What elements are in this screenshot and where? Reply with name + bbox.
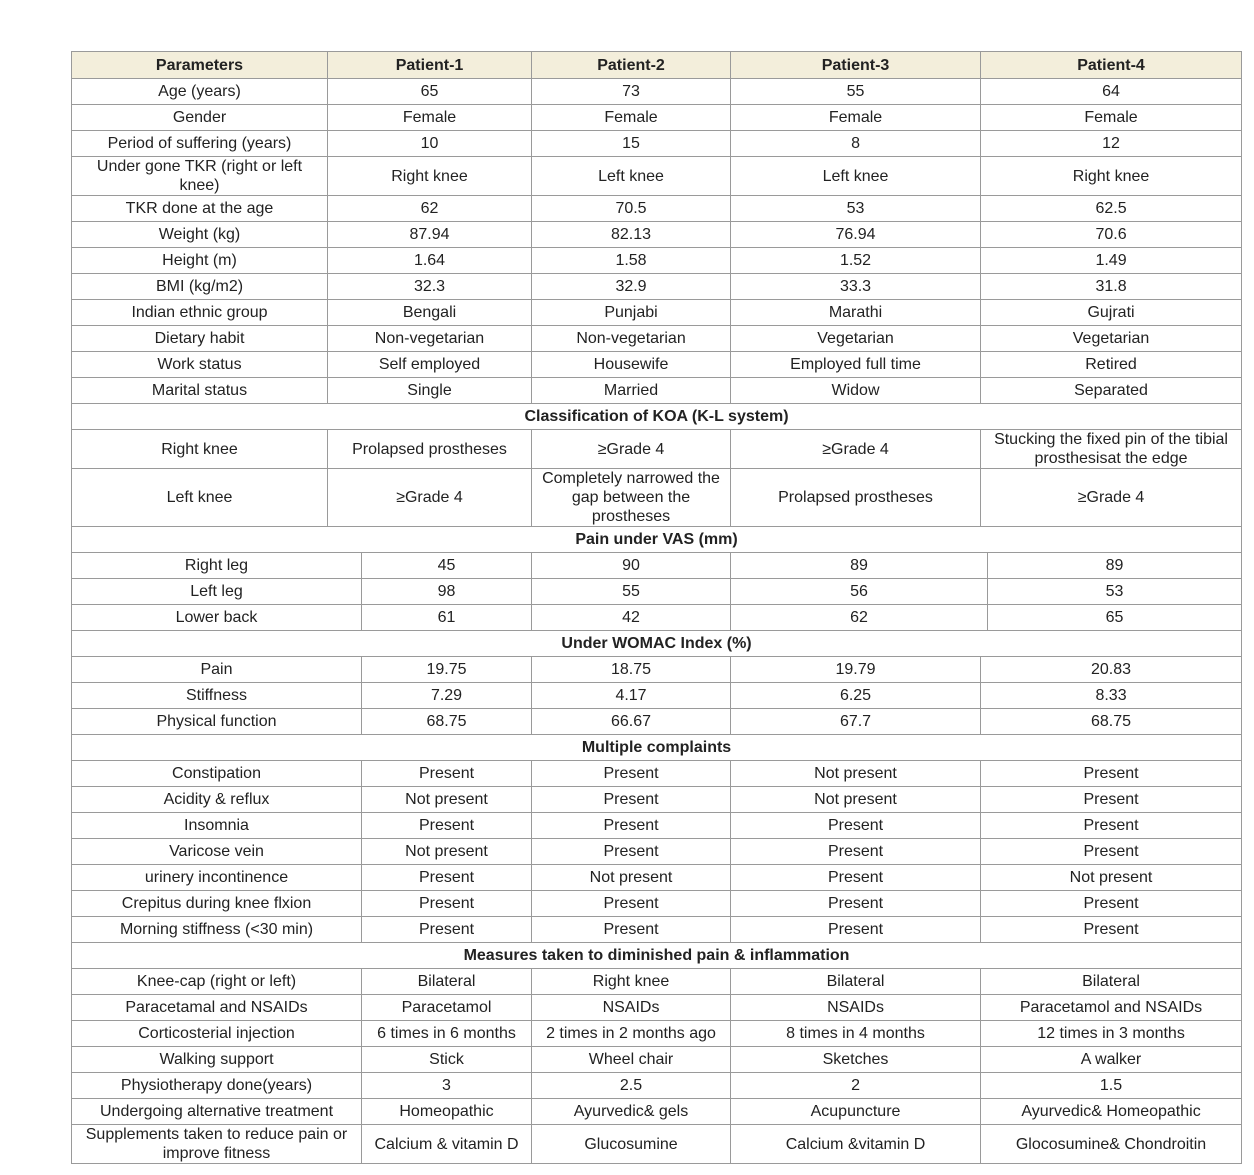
value-cell: Vegetarian [981,326,1242,352]
value-cell: Calcium & vitamin D [362,1125,532,1164]
value-cell: Self employed [328,352,532,378]
value-cell: 18.75 [532,657,731,683]
value-cell: 55 [532,579,731,605]
table-row [72,326,1242,352]
value-cell: Marathi [731,300,981,326]
value-cell: Ayurvedic& gels [532,1099,731,1125]
value-cell: 8 times in 4 months [731,1021,981,1047]
value-cell: Employed full time [731,352,981,378]
value-cell: 3 [362,1073,532,1099]
header-cell: Parameters [72,52,328,79]
value-cell: 53 [988,579,1242,605]
value-cell: Present [981,761,1242,787]
section-title: Under WOMAC Index (%) [72,631,1242,657]
value-cell: Not present [362,787,532,813]
value-cell: Right knee [532,969,731,995]
table-row [72,1073,1242,1099]
row-label-cell: Marital status [72,378,328,404]
row-label-cell: Right knee [72,430,328,469]
value-cell: 6.25 [731,683,981,709]
value-cell: ≥Grade 4 [328,469,532,527]
value-cell: 32.3 [328,274,532,300]
value-cell: 62 [731,605,988,631]
table-row [72,917,1242,943]
value-cell: 8 [731,131,981,157]
value-cell: 15 [532,131,731,157]
value-cell: 73 [532,79,731,105]
value-cell: 89 [731,553,988,579]
table-row [72,761,1242,787]
table-row [72,683,1242,709]
row-label-cell: Undergoing alternative treatment [72,1099,362,1125]
value-cell: ≥Grade 4 [532,430,731,469]
value-cell: 45 [362,553,532,579]
table-row [72,787,1242,813]
header-cell: Patient-3 [731,52,981,79]
value-cell: 20.83 [981,657,1242,683]
row-label-cell: Paracetamal and NSAIDs [72,995,362,1021]
value-cell: 53 [731,196,981,222]
row-label-cell: Morning stiffness (<30 min) [72,917,362,943]
row-label-cell: Walking support [72,1047,362,1073]
row-label-cell: Stiffness [72,683,362,709]
value-cell: Not present [731,761,981,787]
value-cell: Not present [532,865,731,891]
row-label-cell: Physiotherapy done(years) [72,1073,362,1099]
table-row [72,378,1242,404]
value-cell: 55 [731,79,981,105]
value-cell: Female [981,105,1242,131]
table-row [72,1099,1242,1125]
row-label-cell: Right leg [72,553,362,579]
demographics-group [72,79,1242,404]
row-label-cell: Acidity & reflux [72,787,362,813]
table-row [72,131,1242,157]
table-row [72,352,1242,378]
value-cell: 87.94 [328,222,532,248]
value-cell: Bilateral [731,969,981,995]
value-cell: Present [981,813,1242,839]
value-cell: 56 [731,579,988,605]
value-cell: Left knee [532,157,731,196]
kl-group [72,404,1242,527]
table-row [72,1125,1242,1164]
table-row [72,157,1242,196]
value-cell: 2 [731,1073,981,1099]
value-cell: Right knee [981,157,1242,196]
value-cell: 70.6 [981,222,1242,248]
value-cell: 8.33 [981,683,1242,709]
row-label-cell: Period of suffering (years) [72,131,328,157]
value-cell: 32.9 [532,274,731,300]
row-label-cell: Age (years) [72,79,328,105]
value-cell: 42 [532,605,731,631]
value-cell: Sketches [731,1047,981,1073]
row-label-cell: Work status [72,352,328,378]
value-cell: 1.58 [532,248,731,274]
row-label-cell: Crepitus during knee flxion [72,891,362,917]
value-cell: Paracetamol [362,995,532,1021]
value-cell: Present [532,787,731,813]
value-cell: Stucking the fixed pin of the tibial prosthesisat the edge [981,430,1242,469]
value-cell: 33.3 [731,274,981,300]
table-row [72,553,1242,579]
value-cell: Female [731,105,981,131]
value-cell: 65 [988,605,1242,631]
measures-group [72,943,1242,1164]
section-title: Pain under VAS (mm) [72,527,1242,553]
table-row [72,79,1242,105]
value-cell: Present [532,917,731,943]
value-cell: Glocosumine& Chondroitin [981,1125,1242,1164]
table-row [72,430,1242,469]
value-cell: Present [731,917,981,943]
value-cell: Vegetarian [731,326,981,352]
value-cell: 19.79 [731,657,981,683]
value-cell: Not present [362,839,532,865]
row-label-cell: Knee-cap (right or left) [72,969,362,995]
value-cell: Female [328,105,532,131]
value-cell: 31.8 [981,274,1242,300]
value-cell: 1.49 [981,248,1242,274]
table-row [72,605,1242,631]
value-cell: Present [981,839,1242,865]
value-cell: 89 [988,553,1242,579]
value-cell: Wheel chair [532,1047,731,1073]
value-cell: NSAIDs [731,995,981,1021]
value-cell: 90 [532,553,731,579]
row-label-cell: Supplements taken to reduce pain or improve fitness [72,1125,362,1164]
value-cell: Present [532,813,731,839]
value-cell: ≥Grade 4 [981,469,1242,527]
row-label-cell: Weight (kg) [72,222,328,248]
value-cell: Glucosumine [532,1125,731,1164]
value-cell: A walker [981,1047,1242,1073]
table-row [72,105,1242,131]
value-cell: Right knee [328,157,532,196]
value-cell: 6 times in 6 months [362,1021,532,1047]
value-cell: 61 [362,605,532,631]
value-cell: Present [362,865,532,891]
value-cell: 62.5 [981,196,1242,222]
vas-group [72,527,1242,631]
value-cell: 7.29 [362,683,532,709]
value-cell: Completely narrowed the gap between the prostheses [532,469,731,527]
row-label-cell: Left leg [72,579,362,605]
table-row [72,709,1242,735]
value-cell: 12 [981,131,1242,157]
value-cell: Present [981,917,1242,943]
value-cell: Present [362,813,532,839]
value-cell: 64 [981,79,1242,105]
row-label-cell: Insomnia [72,813,362,839]
row-label-cell: TKR done at the age [72,196,328,222]
value-cell: 10 [328,131,532,157]
table-row [72,274,1242,300]
value-cell: Left knee [731,157,981,196]
row-label-cell: Dietary habit [72,326,328,352]
value-cell: Homeopathic [362,1099,532,1125]
value-cell: Acupuncture [731,1099,981,1125]
value-cell: Gujrati [981,300,1242,326]
womac-group [72,631,1242,735]
value-cell: 98 [362,579,532,605]
value-cell: 62 [328,196,532,222]
section-title: Classification of KOA (K-L system) [72,404,1242,430]
value-cell: 68.75 [362,709,532,735]
row-label-cell: Varicose vein [72,839,362,865]
row-label-cell: Left knee [72,469,328,527]
complaints-group [72,735,1242,943]
value-cell: Calcium &vitamin D [731,1125,981,1164]
header-cell: Patient-4 [981,52,1242,79]
value-cell: 12 times in 3 months [981,1021,1242,1047]
table-row [72,579,1242,605]
value-cell: Bengali [328,300,532,326]
value-cell: Stick [362,1047,532,1073]
value-cell: Present [362,761,532,787]
section-header-row [72,631,1242,657]
section-title: Multiple complaints [72,735,1242,761]
value-cell: Prolapsed prostheses [731,469,981,527]
row-label-cell: Under gone TKR (right or left knee) [72,157,328,196]
table-row [72,1047,1242,1073]
value-cell: Present [731,813,981,839]
value-cell: 66.67 [532,709,731,735]
value-cell: Present [981,787,1242,813]
value-cell: Separated [981,378,1242,404]
table-row [72,222,1242,248]
table-row [72,469,1242,527]
value-cell: Present [362,891,532,917]
value-cell: ≥Grade 4 [731,430,981,469]
patient-parameters-table [71,51,1242,1164]
row-label-cell: Constipation [72,761,362,787]
table-row [72,1021,1242,1047]
value-cell: Single [328,378,532,404]
value-cell: 1.52 [731,248,981,274]
row-label-cell: BMI (kg/m2) [72,274,328,300]
value-cell: Present [532,761,731,787]
table-row [72,891,1242,917]
value-cell: Not present [981,865,1242,891]
table-row [72,865,1242,891]
value-cell: 68.75 [981,709,1242,735]
value-cell: Present [731,891,981,917]
value-cell: Prolapsed prostheses [328,430,532,469]
value-cell: Widow [731,378,981,404]
value-cell: 2.5 [532,1073,731,1099]
value-cell: 1.64 [328,248,532,274]
table-row [72,657,1242,683]
section-header-row [72,943,1242,969]
value-cell: Non-vegetarian [328,326,532,352]
value-cell: Bilateral [981,969,1242,995]
table-row [72,196,1242,222]
row-label-cell: Indian ethnic group [72,300,328,326]
value-cell: Present [532,891,731,917]
value-cell: Present [362,917,532,943]
value-cell: Present [731,865,981,891]
value-cell: 19.75 [362,657,532,683]
section-header-row [72,404,1242,430]
value-cell: Retired [981,352,1242,378]
value-cell: Ayurvedic& Homeopathic [981,1099,1242,1125]
value-cell: Bilateral [362,969,532,995]
value-cell: 76.94 [731,222,981,248]
value-cell: NSAIDs [532,995,731,1021]
row-label-cell: Height (m) [72,248,328,274]
value-cell: 2 times in 2 months ago [532,1021,731,1047]
row-label-cell: Corticosterial injection [72,1021,362,1047]
value-cell: Housewife [532,352,731,378]
table-row [72,969,1242,995]
header-cell: Patient-1 [328,52,532,79]
row-label-cell: Gender [72,105,328,131]
header-row [72,52,1242,79]
value-cell: 70.5 [532,196,731,222]
value-cell: Female [532,105,731,131]
section-title: Measures taken to diminished pain & inflammation [72,943,1242,969]
section-header-row [72,735,1242,761]
table-row [72,995,1242,1021]
value-cell: 65 [328,79,532,105]
value-cell: Present [981,891,1242,917]
header-cell: Patient-2 [532,52,731,79]
section-header-row [72,527,1242,553]
value-cell: 4.17 [532,683,731,709]
table-row [72,813,1242,839]
value-cell: Punjabi [532,300,731,326]
table-row [72,300,1242,326]
row-label-cell: Lower back [72,605,362,631]
value-cell: Married [532,378,731,404]
value-cell: Present [731,839,981,865]
row-label-cell: urinery incontinence [72,865,362,891]
table-row [72,248,1242,274]
value-cell: Present [532,839,731,865]
value-cell: 67.7 [731,709,981,735]
row-label-cell: Pain [72,657,362,683]
value-cell: Not present [731,787,981,813]
value-cell: Non-vegetarian [532,326,731,352]
value-cell: 82.13 [532,222,731,248]
value-cell: 1.5 [981,1073,1242,1099]
row-label-cell: Physical function [72,709,362,735]
table-row [72,839,1242,865]
value-cell: Paracetamol and NSAIDs [981,995,1242,1021]
